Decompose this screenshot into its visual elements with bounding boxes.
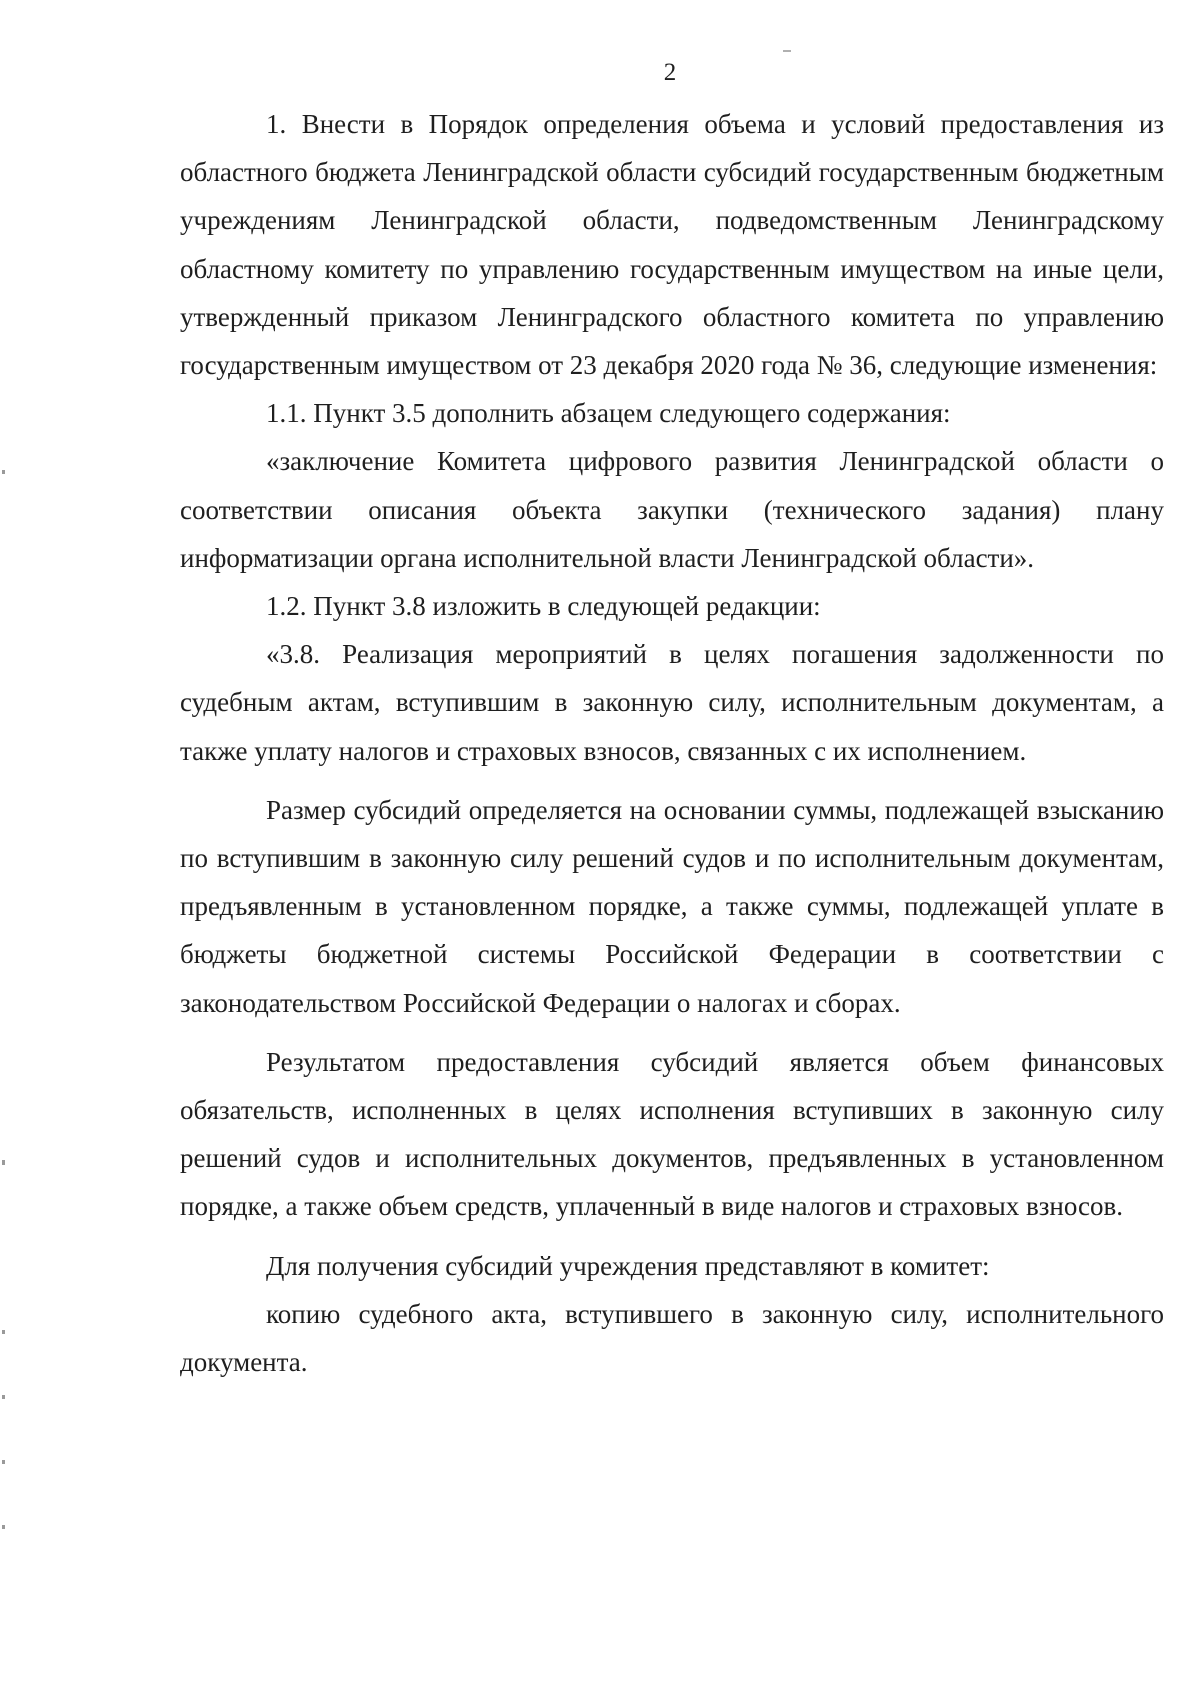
paragraph-court-act-copy: копию судебного акта, вступившего в законную силу, исполнительного документа. (180, 1298, 1164, 1378)
scan-artifact (2, 1330, 5, 1334)
paragraph-amendment-intro: 1. Внести в Порядок определения объема и условий предоставления из областного бюджета Ленинградской области субсидий государственным бюджетным учреждениям Ленинградской области, подведомственным Ленинградскому областному комитету по управлению государственным имуществом на иные цели, утвержденный приказом Ленинградского областного комитета по управлению государственным имуществом от 23 декабря 2020 года № 36, следующие изменения: (180, 109, 1164, 381)
scan-artifact (2, 1525, 5, 1529)
page-number: 2 (663, 59, 677, 86)
document-body (180, 100, 1164, 1386)
paragraph-item-3-8: «3.8. Реализация мероприятий в целях погашения задолженности по судебным актам, вступившим в законную силу, исполнительным документам, а также уплату налогов и страховых взносов, связанных с их исполнением. (180, 639, 1164, 766)
paragraph-documents-required: Для получения субсидий учреждения представляют в комитет: (266, 1250, 990, 1281)
paragraph-item-1-2: 1.2. Пункт 3.8 изложить в следующей редакции: (266, 591, 821, 622)
paragraph-item-1-1: 1.1. Пункт 3.5 дополнить абзацем следующего содержания: (266, 398, 951, 429)
scan-artifact (2, 1395, 5, 1399)
paragraph-quote-conclusion: «заключение Комитета цифрового развития Ленинградской области о соответствии описания объекта закупки (технического задания) плану информатизации органа исполнительной власти Ленинградской области». (180, 446, 1164, 573)
scan-artifact (783, 50, 791, 52)
scan-artifact (2, 1460, 5, 1464)
scan-artifact (2, 1160, 5, 1165)
paragraph-subsidy-result: Результатом предоставления субсидий является объем финансовых обязательств, исполненных в целях исполнения вступивших в законную силу решений судов и исполнительных документов, предъявленных в установленном порядке, а также объем средств, уплаченный в виде налогов и страховых взносов. (180, 1046, 1164, 1222)
paragraph-subsidy-size: Размер субсидий определяется на основании суммы, подлежащей взысканию по вступившим в законную силу решений судов и по исполнительным документам, предъявленным в установленном порядке, а также суммы, подлежащей уплате в бюджеты бюджетной системы Российской Федерации в соответствии с законодательством Российской Федерации о налогах и сборах. (180, 794, 1164, 1018)
scan-artifact (2, 470, 5, 474)
